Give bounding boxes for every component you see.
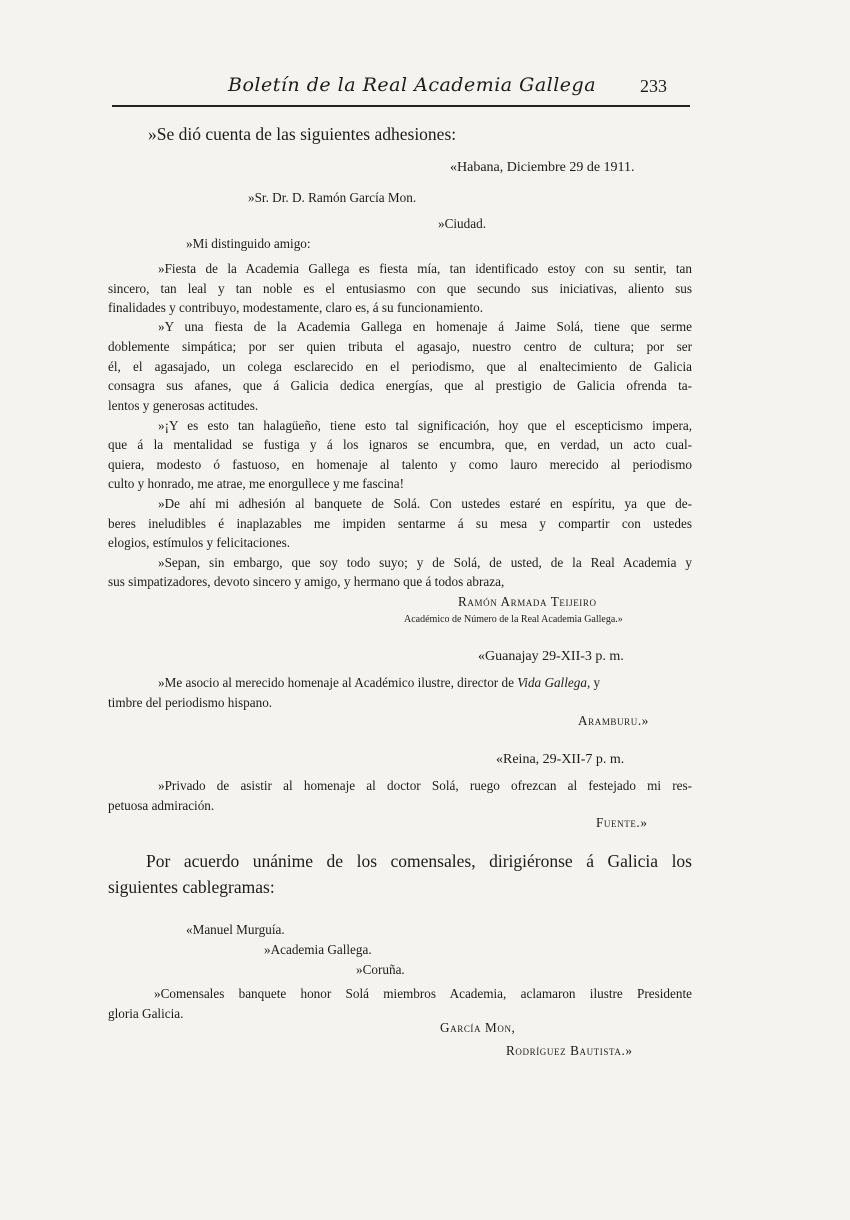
letter2-line2: timbre del periodismo hispano. xyxy=(108,695,273,710)
cable-signature-1: García Mon, xyxy=(440,1020,516,1035)
cable-recipient-2: »Academia Gallega. xyxy=(264,942,372,957)
letter2-dateline: «Guanajay 29-XII-3 p. m. xyxy=(478,649,624,664)
letter1-line: quiera, modesto ó fastuoso, en homenaje al talento y como lauro merecido al periodismo xyxy=(108,457,692,472)
letter1-line: »¡Y es esto tan halagüeño, tiene esto tal significación, hoy que el escepticismo impera, xyxy=(158,418,692,433)
letter1-line: él, el agasajado, un colega esclarecido en el periodismo, que al enaltecimiento de Galicia xyxy=(108,359,692,374)
letter3-signature: Fuente.» xyxy=(596,815,648,830)
letter1-line: lentos y generosas actitudes. xyxy=(108,398,259,413)
letter1-line: »Fiesta de la Academia Gallega es fiesta mía, tan identificado estoy con su sentir, tan xyxy=(158,261,692,276)
letter1-line: que á la mentalidad se fustiga y á los ignaros se encumbra, que, en verdad, un acto cual- xyxy=(108,437,692,452)
letter1-dateline: «Habana, Diciembre 29 de 1911. xyxy=(450,160,635,175)
letter3-line2: petuosa admiración. xyxy=(108,798,215,813)
resolution-line1: Por acuerdo unánime de los comensales, dirigiéronse á Galicia los xyxy=(146,851,692,871)
letter1-line: doblemente simpática; por ser quien tributa el agasajo, nuestro centro de cultura; por ser xyxy=(108,339,692,354)
page-number: 233 xyxy=(640,76,667,96)
cable-line1: »Comensales banquete honor Solá miembros Academia, aclamaron ilustre Presidente xyxy=(154,986,692,1001)
cable-recipient-1: «Manuel Murguía. xyxy=(186,922,285,937)
letter1-line: sincero, tan leal y tan noble es el entusiasmo con que secundo sus iniciativas, aliento sus xyxy=(108,281,692,296)
letter3-line1: »Privado de asistir al homenaje al doctor Solá, ruego ofrezcan al festejado mi res- xyxy=(158,778,692,793)
letter1-city: »Ciudad. xyxy=(438,216,486,231)
letter1-line: »De ahí mi adhesión al banquete de Solá. Con ustedes estaré en espíritu, ya que de- xyxy=(158,496,692,511)
cable-line2: gloria Galicia. xyxy=(108,1006,184,1021)
letter3-dateline: «Reina, 29-XII-7 p. m. xyxy=(496,752,625,767)
cable-recipient-3: »Coruña. xyxy=(356,962,405,977)
letter1-line: beres ineludibles é inaplazables me impiden sentarme á su mesa y compartir con ustedes xyxy=(108,516,692,531)
letter2-signature: Aramburu.» xyxy=(578,713,649,728)
resolution-line2: siguientes cablegramas: xyxy=(108,877,275,897)
letter1-signature-title: Académico de Número de la Real Academia Gallega.» xyxy=(404,614,623,625)
letter2-line1: »Me asocio al merecido homenaje al Académico ilustre, director de Vida Gallega, y xyxy=(158,675,601,690)
letter1-signature: Ramón Armada Teijeiro xyxy=(458,594,597,609)
intro-line: »Se dió cuenta de las siguientes adhesiones: xyxy=(148,124,457,144)
letter1-line: finalidades y contribuyo, modestamente, claro es, á su funcionamiento. xyxy=(108,300,484,315)
letter1-salutation: »Mi distinguido amigo: xyxy=(186,236,311,251)
letter1-line: »Sepan, sin embargo, que soy todo suyo; y de Solá, de usted, de la Real Academia y xyxy=(158,555,692,570)
letter1-line: culto y honrado, me atrae, me enorgullece y me fascina! xyxy=(108,476,404,491)
letter1-line: sus simpatizadores, devoto sincero y amigo, y hermano que á todos abraza, xyxy=(108,574,505,589)
header-rule xyxy=(112,105,690,107)
letter1-line: consagra sus afanes, que á Galicia dedica energías, que al prestigio de Galicia ofrenda ta- xyxy=(108,378,692,393)
letter1-addressee: »Sr. Dr. D. Ramón García Mon. xyxy=(248,190,417,205)
cable-signature-2: Rodríguez Bautista.» xyxy=(506,1043,633,1058)
letter1-line: elogios, estímulos y felicitaciones. xyxy=(108,535,291,550)
letter1-line: »Y una fiesta de la Academia Gallega en homenaje á Jaime Solá, tiene que serme xyxy=(158,319,692,334)
running-header-title: Boletín de la Real Academia Gallega xyxy=(228,74,597,96)
